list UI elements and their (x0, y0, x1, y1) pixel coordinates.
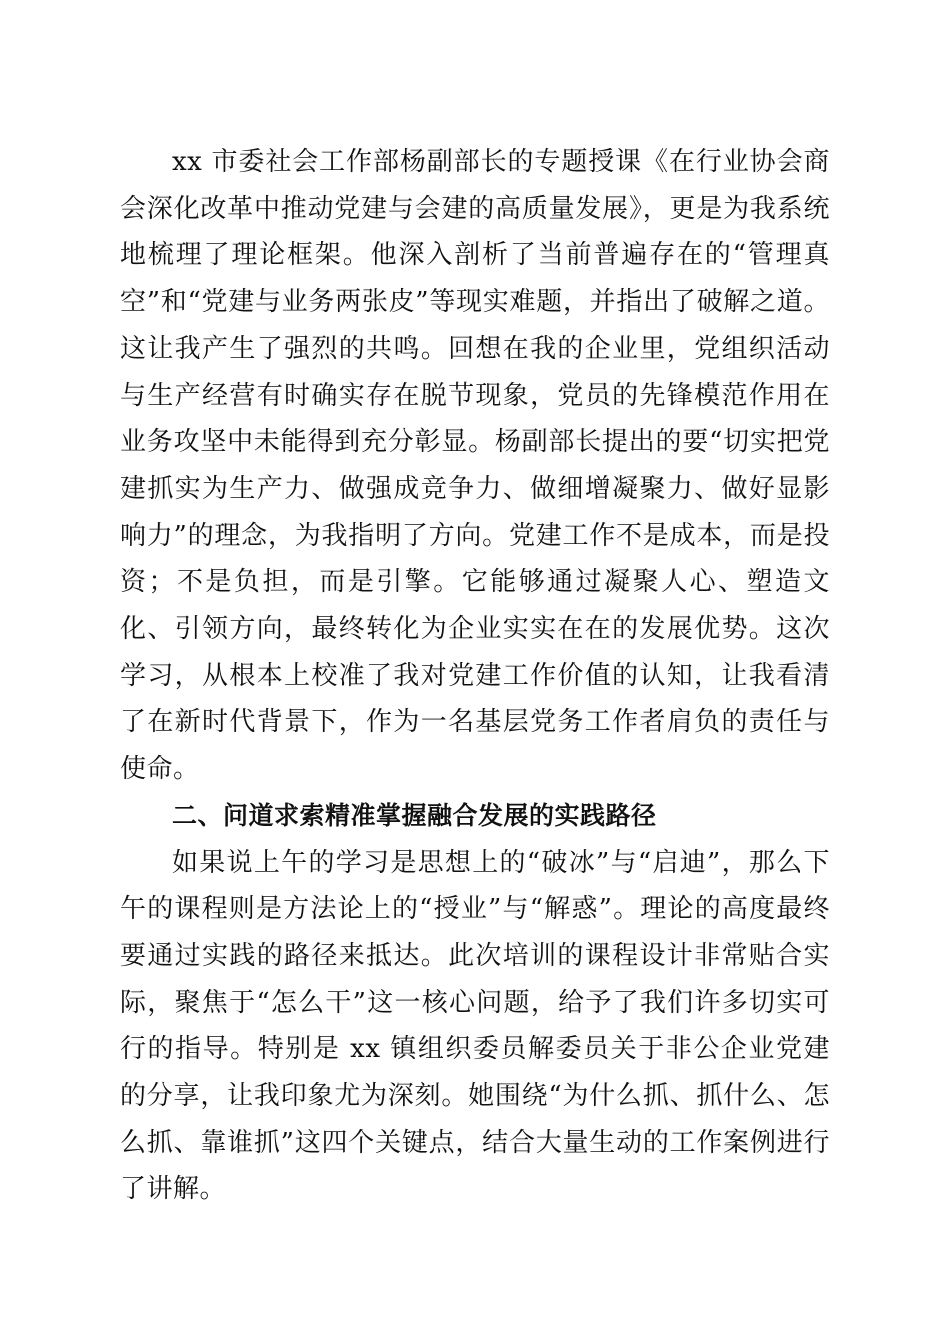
section-heading: 二、问道求索精准掌握融合发展的实践路径 (172, 800, 657, 830)
document-body (120, 139, 830, 1213)
body-paragraph: xx 市委社会工作部杨副部长的专题授课《在行业协会商会深化改革中推动党建与会建的高质量发展》，更是为我系统地梳理了理论框架。他深入剖析了当前普遍存在的“管理真空”和“党建与业务两张皮”等现实难题，并指出了破解之道。这让我产生了强烈的共鸣。回想在我的企业里，党组织活动与生产经营有时确实存在脱节现象，党员的先锋模范作用在业务攻坚中未能得到充分彰显。杨副部长提出的要“切实把党建抓实为生产力、做强成竞争力、做细增凝聚力、做好显影响力”的理念，为我指明了方向。党建工作不是成本，而是投资；不是负担，而是引擎。它能够通过凝聚人心、塑造文化、引领方向，最终转化为企业实实在在的发展优势。这次学习，从根本上校准了我对党建工作价值的认知，让我看清了在新时代背景下，作为一名基层党务工作者肩负的责任与使命。 (120, 147, 830, 785)
body-paragraph: 如果说上午的学习是思想上的“破冰”与“启迪”，那么下午的课程则是方法论上的“授业”与“解惑”。理论的高度最终要通过实践的路径来抵达。此次培训的课程设计非常贴合实际，聚焦于“怎么干”这一核心问题，给予了我们许多切实可行的指导。特别是 xx 镇组织委员解委员关于非公企业党建的分享，让我印象尤为深刻。她围绕“为什么抓、抓什么、怎么抓、靠谁抓”这四个关键点，结合大量生动的工作案例进行了讲解。 (120, 847, 830, 1205)
